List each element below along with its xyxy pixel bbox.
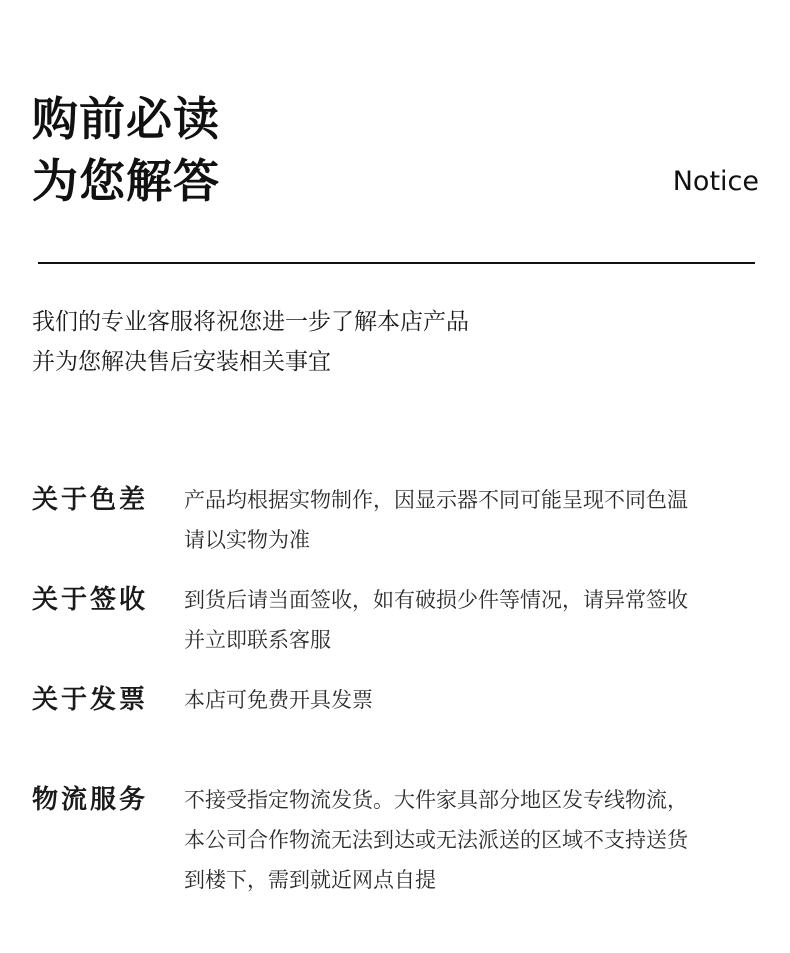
text-line: 到楼下，需到就近网点自提 — [184, 868, 436, 892]
section-label-color-difference: 关于色差 — [32, 485, 149, 515]
title-line-1: 购前必读 — [32, 92, 220, 146]
page-title — [32, 88, 220, 212]
text-line: 请以实物为准 — [184, 528, 310, 552]
text-line: 到货后请当面签收，如有破损少件等情况，请异常签收 — [184, 588, 688, 612]
text-line: 本店可免费开具发票 — [184, 688, 373, 712]
notice-label: Notice — [672, 166, 759, 197]
text-line: 并立即联系客服 — [184, 628, 331, 652]
section-label-logistics: 物流服务 — [32, 785, 149, 815]
intro-line-2: 并为您解决售后安装相关事宜 — [32, 349, 331, 375]
text-line: 产品均根据实物制作，因显示器不同可能呈现不同色温 — [184, 488, 688, 512]
section-text-invoice — [184, 680, 769, 720]
section-label-invoice: 关于发票 — [32, 685, 149, 715]
section-text-delivery-signing — [184, 580, 769, 660]
title-line-2: 为您解答 — [32, 154, 220, 208]
text-line: 本公司合作物流无法到达或无法派送的区域不支持送货 — [184, 828, 688, 852]
section-text-color-difference — [184, 480, 769, 560]
section-text-logistics — [184, 780, 769, 900]
divider — [38, 262, 755, 264]
intro-line-1: 我们的专业客服将祝您进一步了解本店产品 — [32, 309, 469, 335]
intro-text — [32, 302, 469, 382]
text-line: 不接受指定物流发货。大件家具部分地区发专线物流， — [184, 788, 688, 812]
section-label-delivery-signing: 关于签收 — [32, 585, 149, 615]
